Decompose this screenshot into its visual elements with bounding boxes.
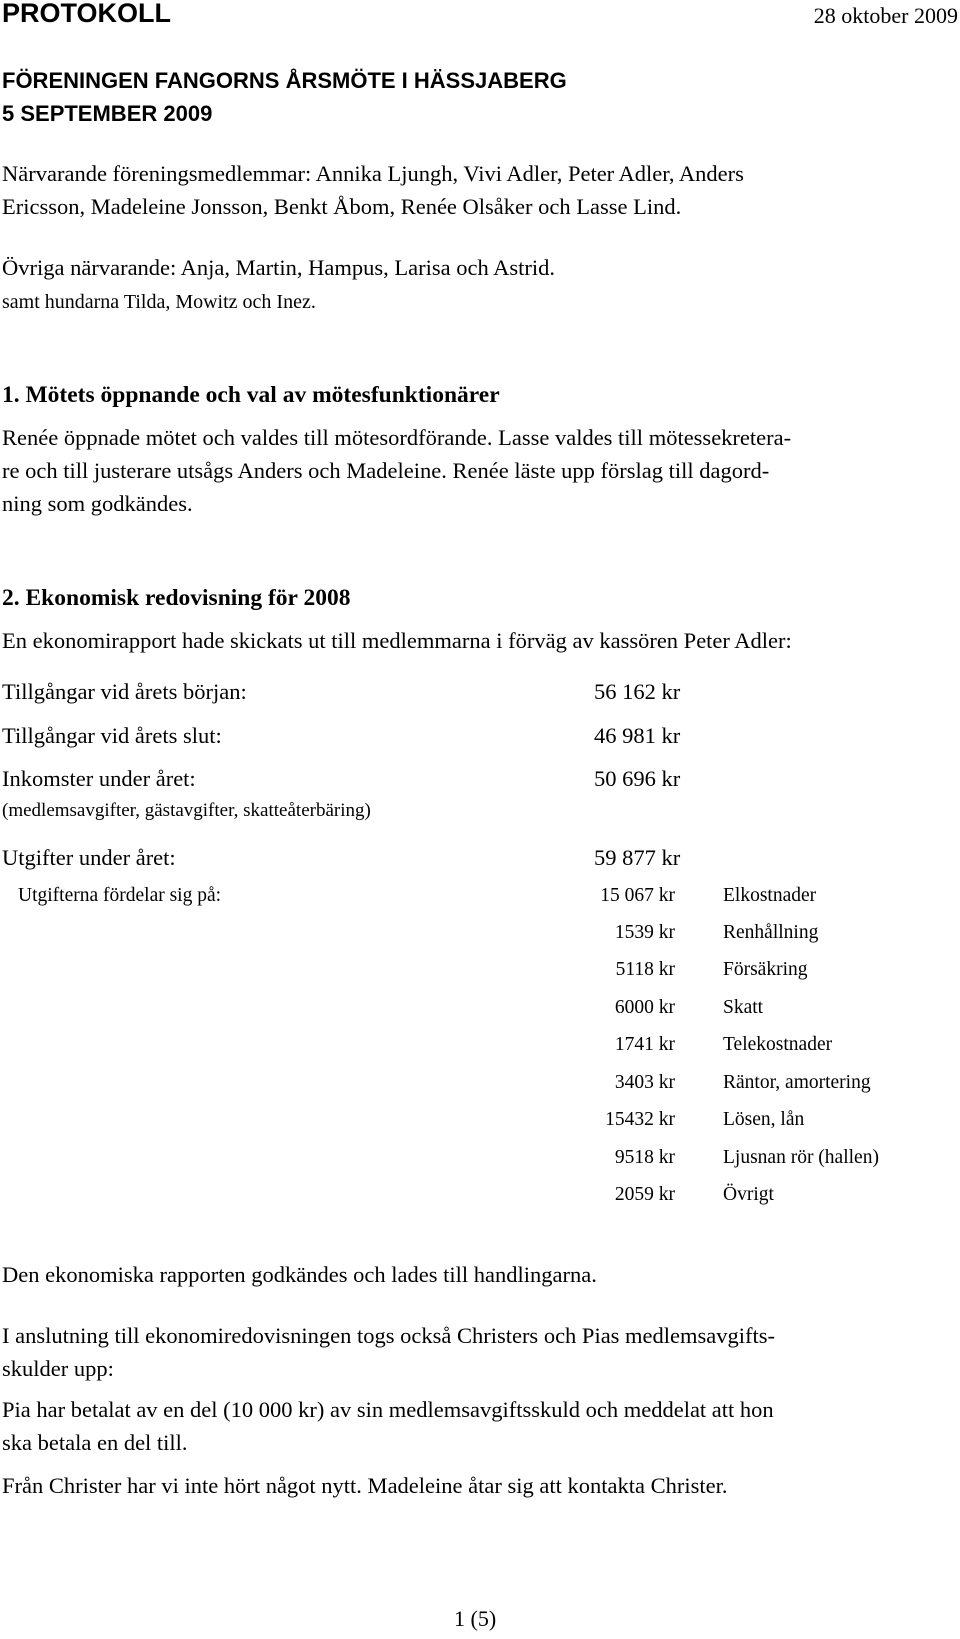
- text-line: Närvarande föreningsmedlemmar: Annika Ljungh, Vivi Adler, Peter Adler, Anders: [2, 161, 744, 186]
- breakdown-amount: 3403 kr: [614, 1072, 675, 1093]
- meeting-heading-line: FÖRENINGEN FANGORNS ÅRSMÖTE I HÄSSJABERG: [2, 68, 567, 93]
- attendance-others: Övriga närvarande: Anja, Martin, Hampus, Larisa och Astrid.: [2, 255, 555, 280]
- meeting-heading: [2, 64, 567, 130]
- document-date: 28 oktober 2009: [813, 3, 958, 28]
- assets-end-value: 46 981 kr: [594, 723, 681, 748]
- breakdown-amount: 15 067 kr: [600, 885, 675, 906]
- breakdown-description: Övrigt: [723, 1184, 774, 1205]
- breakdown-amount: 1539 kr: [614, 922, 675, 943]
- text-line: ning som godkändes.: [2, 491, 193, 516]
- income-note: (medlemsavgifter, gästavgifter, skatteåterbäring): [2, 800, 371, 821]
- attendance-dogs: samt hundarna Tilda, Mowitz och Inez.: [2, 291, 316, 313]
- breakdown-amount: 1741 kr: [614, 1034, 675, 1055]
- text-line: ska betala en del till.: [2, 1430, 188, 1455]
- section-heading: 1. Mötets öppnande och val av mötesfunktionärer: [2, 382, 500, 408]
- breakdown-amount: 2059 kr: [614, 1184, 675, 1205]
- breakdown-description: Elkostnader: [723, 885, 817, 906]
- approval-text: Den ekonomiska rapporten godkändes och lades till handlingarna.: [2, 1262, 597, 1287]
- attendance-members: [2, 157, 744, 223]
- breakdown-heading: Utgifterna fördelar sig på:: [18, 885, 222, 906]
- breakdown-description: Renhållning: [723, 922, 819, 943]
- fees-paragraph: [2, 1319, 775, 1385]
- meeting-heading-line: 5 SEPTEMBER 2009: [2, 101, 213, 126]
- christer-paragraph: Från Christer har vi inte hört något nytt. Madeleine åtar sig att kontakta Christer.: [2, 1473, 728, 1498]
- breakdown-description: Skatt: [723, 997, 764, 1018]
- section-heading: 2. Ekonomisk redovisning för 2008: [2, 585, 351, 611]
- text-line: Ericsson, Madeleine Jonsson, Benkt Åbom, Renée Olsåker och Lasse Lind.: [2, 194, 682, 219]
- assets-start-value: 56 162 kr: [594, 679, 681, 704]
- section1-body: [2, 421, 791, 520]
- breakdown-amount: 6000 kr: [614, 997, 675, 1018]
- text-line: I anslutning till ekonomiredovisningen togs också Christers och Pias medlemsavgifts-: [2, 1323, 776, 1348]
- assets-start-label: Tillgångar vid årets början:: [2, 679, 247, 704]
- breakdown-description: Räntor, amortering: [723, 1072, 871, 1093]
- text-line: re och till justerare utsågs Anders och Madeleine. Renée läste upp förslag till dagord-: [2, 458, 770, 483]
- section2-intro: En ekonomirapport hade skickats ut till medlemmarna i förväg av kassören Peter Adler:: [2, 628, 792, 653]
- expenses-label: Utgifter under året:: [2, 845, 176, 870]
- text-line: Pia har betalat av en del (10 000 kr) av sin medlemsavgiftsskuld och meddelat att hon: [2, 1397, 774, 1422]
- page-number: 1 (5): [454, 1606, 497, 1631]
- pia-paragraph: [2, 1393, 774, 1459]
- text-line: skulder upp:: [2, 1356, 114, 1381]
- breakdown-description: Ljusnan rör (hallen): [723, 1147, 879, 1168]
- expenses-value: 59 877 kr: [594, 845, 681, 870]
- breakdown-description: Telekostnader: [723, 1034, 833, 1055]
- income-label: Inkomster under året:: [2, 766, 196, 791]
- assets-end-label: Tillgångar vid årets slut:: [2, 723, 222, 748]
- breakdown-amount: 15432 kr: [605, 1109, 675, 1130]
- text-line: Renée öppnade mötet och valdes till mötesordförande. Lasse valdes till mötessekretera-: [2, 425, 792, 450]
- breakdown-description: Lösen, lån: [723, 1109, 805, 1130]
- breakdown-amount: 9518 kr: [614, 1147, 675, 1168]
- document-title: PROTOKOLL: [2, 0, 172, 28]
- breakdown-amount: 5118 kr: [615, 959, 675, 980]
- income-value: 50 696 kr: [594, 766, 681, 791]
- breakdown-description: Försäkring: [723, 959, 808, 980]
